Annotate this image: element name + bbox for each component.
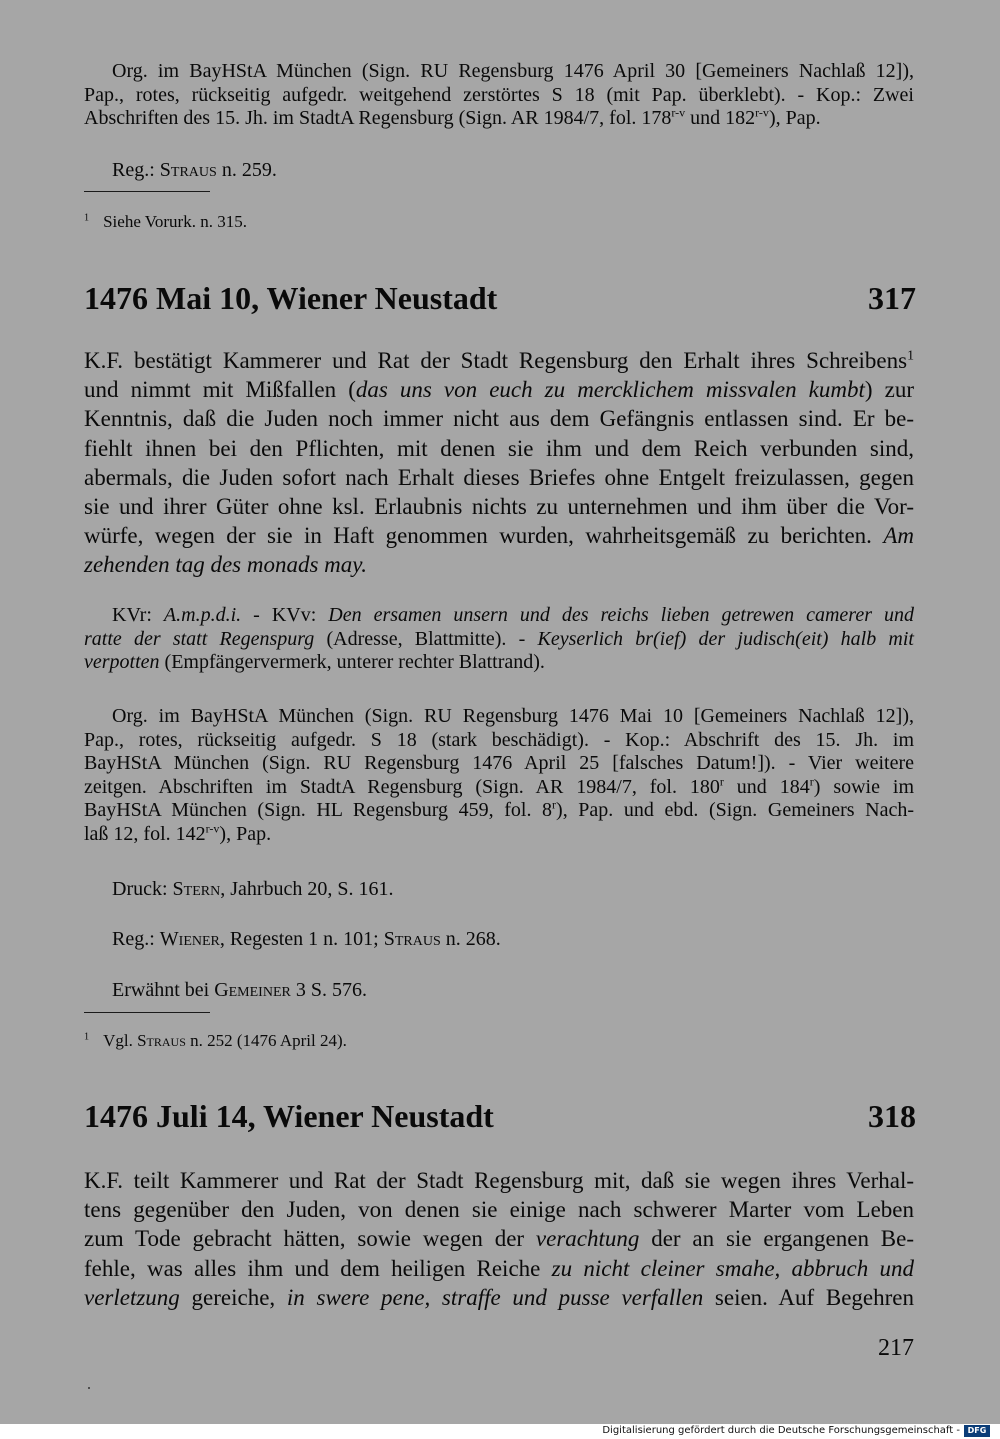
text-line: K.F. teilt Kammerer und Rat der Stadt Regensburg mit, daß sie wegen ihres Verhal- xyxy=(84,1168,914,1193)
org-note-previous xyxy=(84,60,914,131)
scan-speck xyxy=(88,1387,90,1389)
text-line: K.F. bestätigt Kammerer und Rat der Stadt Regensburg den Erhalt ihres Schreibens$^1$ xyxy=(84,347,914,373)
text-line: BayHStA München (Sign. HL Regensburg 459, fol. 8$^r$), Pap. und ebd. (Sign. Gemeiners Nach- xyxy=(84,797,914,821)
document-date-place: 1476 Juli 14, Wiener Neustadt xyxy=(84,1098,494,1134)
text-line: Kenntnis, daß die Juden noch immer nicht aus dem Gefängnis entlassen sind. Er be- xyxy=(84,406,914,432)
document-number: 318 xyxy=(868,1098,916,1134)
dfg-logo-icon: DFG xyxy=(964,1425,990,1437)
text-line: zehenden tag des monads may. xyxy=(84,552,367,578)
text-line: und nimmt mit Mißfallen (das uns von euch zu mercklichem missvalen kumbt) zur xyxy=(84,377,915,403)
document-heading-318 xyxy=(84,1098,916,1134)
text-line: KVr: A.m.p.d.i. - KVv: Den ersamen unsern und des reichs lieben getrewen camerer und xyxy=(112,604,915,626)
text-line: abermals, die Juden sofort nach Erhalt dieses Briefes ohne Entgelt freizulassen, gegen xyxy=(84,464,914,490)
text-line: würfe, wegen der sie in Haft genommen wurden, wahrheitsgemäß zu berichten. Am xyxy=(84,523,914,549)
page-number: 217 xyxy=(878,1335,914,1361)
regest-reference: Reg.: Wiener, Regesten 1 n. 101; Straus n. 268. xyxy=(112,928,501,950)
regest-text-317 xyxy=(84,346,914,580)
footnote-rule xyxy=(84,191,210,192)
regest-text-318 xyxy=(84,1166,914,1312)
footnote: $^1$ Siehe Vorurk. n. 315. xyxy=(84,212,247,231)
text-line: BayHStA München (Sign. RU Regensburg 1476 April 25 [falsches Datum!]). - Vier weitere xyxy=(84,752,914,774)
regest-reference: Reg.: Straus n. 259. xyxy=(112,159,277,181)
text-line: laß 12, fol. 142$^{r-v}$), Pap. xyxy=(84,820,272,845)
original-tradition-note xyxy=(84,705,914,846)
text-line: zum Tode gebracht hätten, sowie wegen der verachtung der an sie ergangenen Be- xyxy=(84,1226,914,1252)
text-line: ratte der statt Regenspurg (Adresse, Blattmitte). - Keyserlich br(ief) der judisch(eit) halb mit xyxy=(84,627,914,650)
text-line: tens gegenüber den Juden, von denen sie einige nach schwerer Marter vom Leben xyxy=(84,1197,914,1223)
text-line: Org. im BayHStA München (Sign. RU Regensburg 1476 Mai 10 [Gemeiners Nachlaß 12]), xyxy=(112,705,914,727)
document-number: 317 xyxy=(868,280,916,316)
text-line: zeitgen. Abschriften im StadtA Regensburg (Sign. AR 1984/7, fol. 180$^r$ und 184$^r$) sowie im xyxy=(84,773,915,798)
mention-reference: Erwähnt bei Gemeiner 3 S. 576. xyxy=(112,979,367,1001)
text-line: Pap., rotes, rückseitig aufgedr. S 18 (stark beschädigt). - Kop.: Abschrift des 15. Jh. im xyxy=(84,728,914,751)
text-line: fehle, was alles ihm und dem heiligen Reiche zu nicht cleiner smahe, abbruch und xyxy=(84,1255,914,1281)
text-line: fiehlt ihnen bei den Pflichten, mit denen sie ihm und dem Reich verbunden sind, xyxy=(84,435,914,461)
text-line: verletzung gereiche, in swere pene, straffe und pusse verfallen seien. Auf Begehren xyxy=(84,1284,914,1310)
text-line: verpotten (Empfängervermerk, unterer rechter Blattrand). xyxy=(84,651,545,673)
text-line: Org. im BayHStA München (Sign. RU Regensburg 1476 April 30 [Gemeiners Nachlaß 12]), xyxy=(112,60,914,82)
footnote-rule xyxy=(84,1012,210,1013)
document-heading-317 xyxy=(84,280,916,316)
funding-notice: Digitalisierung gefördert durch die Deutsche Forschungsgemeinschaft - xyxy=(602,1425,960,1436)
document-date-place: 1476 Mai 10, Wiener Neustadt xyxy=(84,280,498,316)
print-reference: Druck: Stern, Jahrbuch 20, S. 161. xyxy=(112,878,394,900)
text-line: Pap., rotes, rückseitig aufgedr. weitgehend zerstörtes S 18 (mit Pap. überklebt). - Kop.: Zwei xyxy=(84,83,914,106)
text-line: Abschriften des 15. Jh. im StadtA Regensburg (Sign. AR 1984/7, fol. 178$^{r-v}$ und 182$^{r-v}$), Pap. xyxy=(84,105,821,129)
footnote: $^1$ Vgl. Straus n. 252 (1476 April 24). xyxy=(84,1031,347,1050)
text-line: sie und ihrer Güter ohne ksl. Erlaubnis nichts zu unternehmen und ihm über die Vor- xyxy=(84,494,914,520)
endorsement-note xyxy=(84,604,914,675)
